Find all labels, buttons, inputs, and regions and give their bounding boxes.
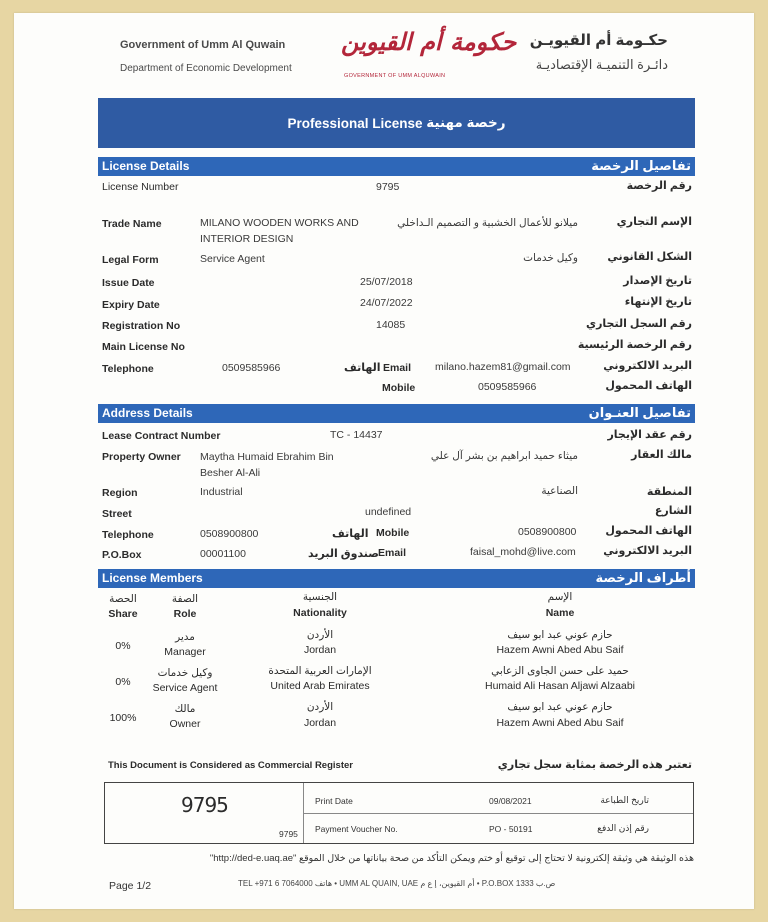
legal-form-label-ar: الشكل القانوني	[607, 251, 692, 263]
pobox-label-ar: صندوق البريد	[308, 548, 379, 560]
col-nationality-ar: الجنسية	[302, 591, 338, 603]
member-2-role-en: Service Agent	[152, 682, 218, 694]
region-label: Region	[102, 487, 138, 499]
property-owner-label-ar: مالك العقار	[631, 449, 692, 461]
print-date-label-ar: تاريخ الطباعة	[600, 795, 649, 805]
col-role-ar: الصفة	[171, 593, 199, 605]
member-2-nationality-ar: الإمارات العربية المتحدة	[268, 665, 372, 677]
register-note-en: This Document is Considered as Commercial Register	[108, 760, 353, 771]
member-3-role-en: Owner	[169, 718, 201, 730]
small-license-number: 9795	[279, 829, 298, 839]
property-owner-value-line1: Maytha Humaid Ebrahim Bin	[200, 451, 334, 463]
region-label-ar: المنطقة	[646, 486, 692, 498]
address-mobile-value: 0508900800	[518, 526, 577, 538]
mobile-value: 0509585966	[478, 381, 537, 393]
member-2-share: 0%	[115, 676, 131, 688]
member-1-name-ar: حازم عوني عبد ابو سيف	[507, 629, 613, 641]
electronic-document-notice: هذه الوثيقة هي وثيقة إلكترونية لا تحتاج إلى توقيع أو ختم ويمكن التأكد من صحة بياناتها من خلال الموقع "http://ded-e.uaq.ae"	[209, 853, 694, 864]
main-license-no-label: Main License No	[102, 341, 185, 353]
trade-name-value-line2: INTERIOR DESIGN	[200, 233, 294, 245]
voucher-label-ar: رقم إذن الدفع	[597, 823, 649, 833]
issue-date-label: Issue Date	[102, 277, 155, 289]
members-heading-ar: أطراف الرخصة	[595, 570, 691, 585]
license-document	[14, 13, 754, 909]
property-owner-label: Property Owner	[102, 451, 181, 463]
lease-contract-label: Lease Contract Number	[102, 430, 221, 442]
member-3-nationality-en: Jordan	[303, 717, 337, 729]
address-mobile-label: Mobile	[376, 527, 410, 539]
voucher-label: Payment Voucher No.	[315, 824, 398, 834]
license-number-value: 9795	[376, 181, 400, 193]
address-telephone-label: Telephone	[102, 529, 154, 541]
dept-name-ar: دائـرة التنميـة الإقتصاديـة	[535, 57, 668, 72]
members-heading	[98, 569, 695, 588]
member-1-share: 0%	[115, 640, 131, 652]
member-3-nationality-ar: الأردن	[306, 701, 334, 713]
gov-logo-caption: GOVERNMENT OF UMM ALQUWAIN	[344, 73, 446, 79]
issue-date-label-ar: تاريخ الإصدار	[623, 275, 692, 287]
member-2-role-ar: وكيل خدمات	[157, 667, 213, 679]
legal-form-value-ar: وكيل خدمات	[523, 252, 578, 264]
title-banner	[98, 98, 695, 148]
region-value-ar: الصناعية	[541, 485, 578, 497]
member-3-name-ar: حازم عوني عبد ابو سيف	[507, 701, 613, 713]
legal-form-value: Service Agent	[200, 253, 265, 265]
property-owner-value-ar: ميثاء حميد ابراهيم بن بشر آل علي	[430, 450, 578, 462]
gov-logo: حكومة أم القيوين	[341, 27, 517, 56]
address-telephone-value: 0508900800	[200, 528, 259, 540]
member-3-name-en: Hazem Awni Abed Abu Saif	[496, 717, 624, 729]
register-note-ar: تعتبر هذه الرخصة بمثابة سجل تجاري	[497, 759, 692, 771]
email-label-ar: البريد الالكتروني	[603, 360, 692, 372]
region-value: Industrial	[200, 486, 243, 498]
street-value: undefined	[365, 506, 412, 518]
print-date-label: Print Date	[315, 796, 353, 806]
mobile-label: Mobile	[382, 382, 416, 394]
col-name-en: Name	[545, 607, 575, 619]
address-telephone-label-ar: الهاتف	[332, 528, 369, 540]
registration-no-label: Registration No	[102, 320, 181, 332]
telephone-value: 0509585966	[222, 362, 281, 374]
col-nationality-en: Nationality	[293, 607, 347, 619]
member-1-name-en: Hazem Awni Abed Abu Saif	[496, 644, 624, 656]
print-date-value: 09/08/2021	[489, 796, 532, 806]
member-2-name-ar: حميد على حسن الجاوى الزعابي	[491, 665, 629, 677]
title-ar: رخصة مهنية	[426, 115, 506, 130]
email-value: milano.hazem81@gmail.com	[435, 361, 571, 373]
gov-name-en: Government of Umm Al Quwain	[120, 39, 286, 51]
address-email-label: Email	[378, 547, 407, 559]
issue-date-value: 25/07/2018	[360, 276, 413, 288]
member-1-nationality-ar: الأردن	[306, 629, 334, 641]
trade-name-value-line1: MILANO WOODEN WORKS AND	[200, 217, 359, 229]
trade-name-label: Trade Name	[102, 218, 162, 230]
pobox-label: P.O.Box	[102, 549, 142, 561]
member-2-nationality-en: United Arab Emirates	[270, 680, 370, 692]
box-divider-horizontal	[303, 813, 693, 814]
trade-name-label-ar: الإسم التجاري	[616, 216, 692, 228]
license-number-label-ar: رقم الرخصة	[626, 180, 692, 192]
gov-name-ar: حكـومة أم القيويـن	[529, 32, 668, 49]
col-name-ar: الإسم	[547, 591, 573, 603]
member-1-nationality-en: Jordan	[303, 644, 337, 656]
street-label-ar: الشارع	[654, 505, 692, 517]
member-2-name-en: Humaid Ali Hasan Aljawi Alzaabi	[485, 680, 635, 692]
telephone-label-ar: الهاتف	[344, 362, 381, 374]
address-details-heading-en: Address Details	[102, 406, 193, 420]
members-heading-en: License Members	[102, 571, 203, 585]
main-license-no-label-ar: رقم الرخصة الرئيسية	[577, 339, 692, 351]
member-3-role-ar: مالك	[174, 703, 196, 715]
page-number: Page 1/2	[109, 880, 152, 892]
expiry-date-label-ar: تاريخ الإنتهاء	[624, 296, 692, 308]
contact-info: TEL +971 6 7064000 هاتف • UMM AL QUAIN, UAE أم القيوين، إ ع م • P.O.BOX 1333 ص.ب	[238, 879, 556, 888]
title-en: Professional License	[287, 115, 423, 131]
trade-name-value-ar: ميلانو للأعمال الخشبية و التصميم الـداخلي	[397, 217, 578, 229]
address-email-value: faisal_mohd@live.com	[470, 546, 576, 558]
pobox-value: 00001100	[200, 548, 246, 560]
license-number-label: License Number	[102, 181, 179, 193]
big-license-number: 9795	[181, 793, 228, 817]
voucher-value: PO - 50191	[489, 824, 533, 834]
telephone-label: Telephone	[102, 363, 154, 375]
license-details-heading-ar: تفاصيل الرخصة	[591, 158, 691, 173]
col-share-ar: الحصة	[109, 593, 137, 605]
lease-contract-value: TC - 14437	[330, 429, 383, 441]
email-label: Email	[383, 362, 412, 374]
expiry-date-label: Expiry Date	[102, 299, 160, 311]
street-label: Street	[102, 508, 132, 520]
expiry-date-value: 24/07/2022	[360, 297, 413, 309]
col-role-en: Role	[173, 608, 197, 620]
member-1-role-ar: مدير	[175, 631, 195, 643]
member-3-share: 100%	[109, 712, 137, 724]
property-owner-value-line2: Besher Al-Ali	[200, 467, 261, 479]
address-email-label-ar: البريد الالكتروني	[603, 545, 692, 557]
license-details-heading	[98, 157, 695, 176]
print-info-box	[104, 782, 694, 844]
registration-no-label-ar: رقم السجل التجاري	[586, 318, 692, 330]
col-share-en: Share	[108, 608, 138, 620]
mobile-label-ar: الهاتف المحمول	[605, 380, 692, 392]
registration-no-value: 14085	[376, 319, 406, 331]
legal-form-label: Legal Form	[102, 254, 159, 266]
address-details-heading-ar: تفاصيل العنـوان	[588, 405, 691, 420]
dept-name-en: Department of Economic Development	[120, 63, 292, 74]
address-details-heading	[98, 404, 695, 423]
member-1-role-en: Manager	[164, 646, 206, 658]
address-mobile-label-ar: الهاتف المحمول	[605, 525, 692, 537]
lease-contract-label-ar: رقم عقد الإيجار	[607, 429, 692, 441]
license-details-heading-en: License Details	[102, 159, 190, 173]
